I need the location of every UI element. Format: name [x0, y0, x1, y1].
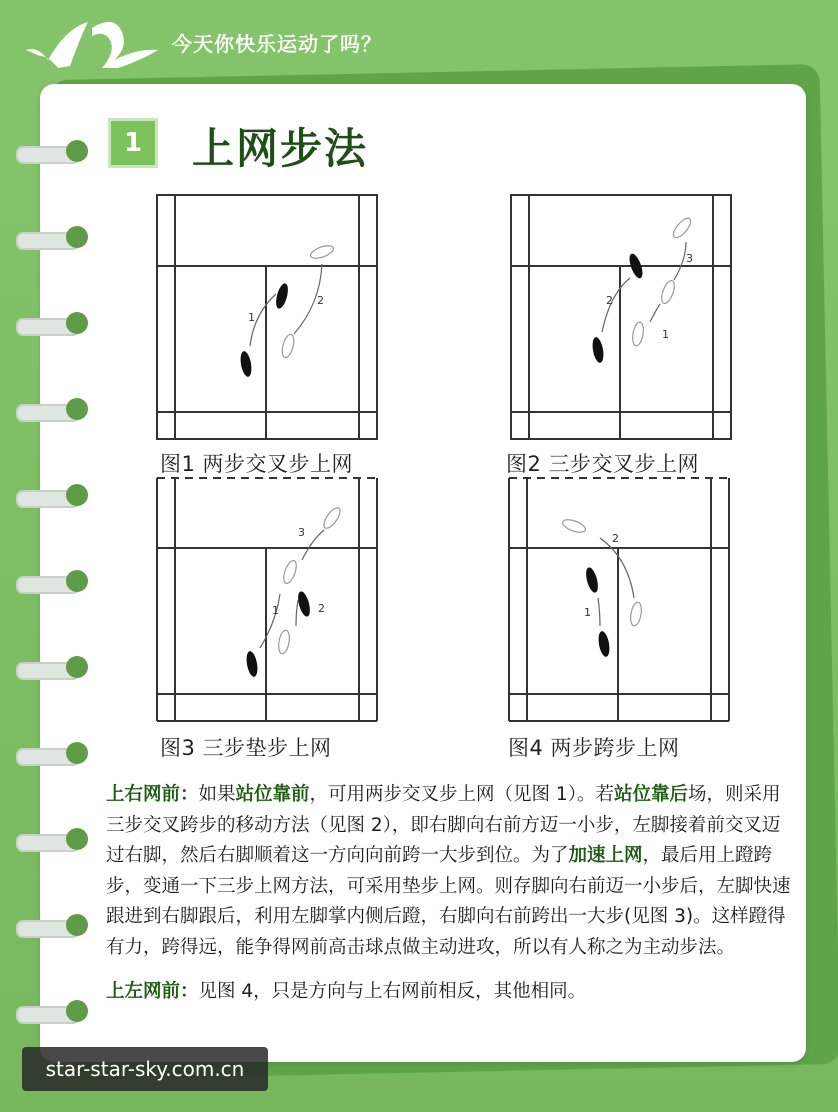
binder-ring [16, 1002, 88, 1024]
step-label: 3 [686, 252, 693, 265]
footprint-dark-icon [591, 252, 645, 364]
paragraph-lead: 上右网前： [106, 784, 199, 805]
body-text: 见图 4，只是方向与上右网前相反，其他相同。 [198, 981, 587, 1002]
body-text: ，最后用上蹬跨步，变通一下三步上网方法，可采用垫步上网。则存脚向右前迈一小步后，左脚快速跟进到右脚跟后，利用左脚掌内侧后蹬，右脚向右前跨出一大步(见图 3)。这样蹬得有力，跨得远，能争得网前高击球点做主动进攻，所以有人称之为主动步法。 [106, 845, 791, 958]
section-number-badge: 1 [108, 118, 158, 168]
footprint-light-icon [561, 517, 643, 626]
step-label: 2 [606, 294, 613, 307]
binder-ring [16, 400, 88, 422]
binder-ring [16, 486, 88, 508]
binder-ring [16, 830, 88, 852]
footprint-light-icon [280, 243, 335, 359]
footprint-light-icon [277, 505, 343, 654]
diagram-caption-2: 图2 三步交叉步上网 [506, 452, 700, 476]
article-body [106, 780, 796, 1008]
binder-ring [16, 228, 88, 250]
highlight-text: 站位靠前 [235, 784, 310, 805]
body-text: 场，则采用三步交叉跨步的移动方法（见图 2），即右脚向右前方迈一小步，左脚接着前交叉迈过右脚，然后右脚顺着这一方向向前跨一大步到位。为了 [106, 784, 781, 866]
step-label: 3 [298, 526, 305, 539]
checkmark-logo-icon [18, 8, 168, 78]
page-title: 上网步法 [192, 124, 369, 173]
step-arrow [598, 538, 634, 626]
step-label: 1 [584, 606, 591, 619]
footprint-dark-icon [239, 282, 290, 378]
step-label: 1 [248, 311, 255, 324]
header-slogan: 今天你快乐运动了吗？ [172, 32, 382, 56]
step-label: 1 [272, 604, 279, 617]
highlight-text: 站位靠后 [613, 784, 688, 805]
watermark-label: star-star-sky.com.cn [22, 1047, 268, 1091]
diagram-caption-4: 图4 两步跨步上网 [508, 736, 680, 760]
binder-ring [16, 744, 88, 766]
paragraph-lead: 上左网前： [106, 981, 199, 1002]
step-arrow [250, 264, 322, 346]
highlight-text: 加速上网 [568, 845, 643, 866]
step-label: 2 [612, 532, 619, 545]
court-diagram-3 [156, 476, 378, 726]
binder-ring [16, 314, 88, 336]
binder-ring [16, 658, 88, 680]
paragraph-right-net [106, 780, 796, 963]
binder-ring [16, 142, 88, 164]
step-label: 2 [317, 294, 324, 307]
body-text: ，可用两步交叉步上网（见图 1）。若 [309, 784, 614, 805]
diagram-caption-1: 图1 两步交叉步上网 [160, 452, 354, 476]
binder-ring [16, 916, 88, 938]
court-diagram-2 [510, 194, 732, 444]
step-label: 2 [318, 602, 325, 615]
court-diagram-4 [508, 476, 730, 726]
court-diagram-1 [156, 194, 378, 444]
body-text: 如果 [198, 784, 236, 805]
binder-ring [16, 572, 88, 594]
step-label: 1 [662, 328, 669, 341]
diagram-caption-3: 图3 三步垫步上网 [160, 736, 332, 760]
paragraph-left-net [106, 977, 796, 1008]
